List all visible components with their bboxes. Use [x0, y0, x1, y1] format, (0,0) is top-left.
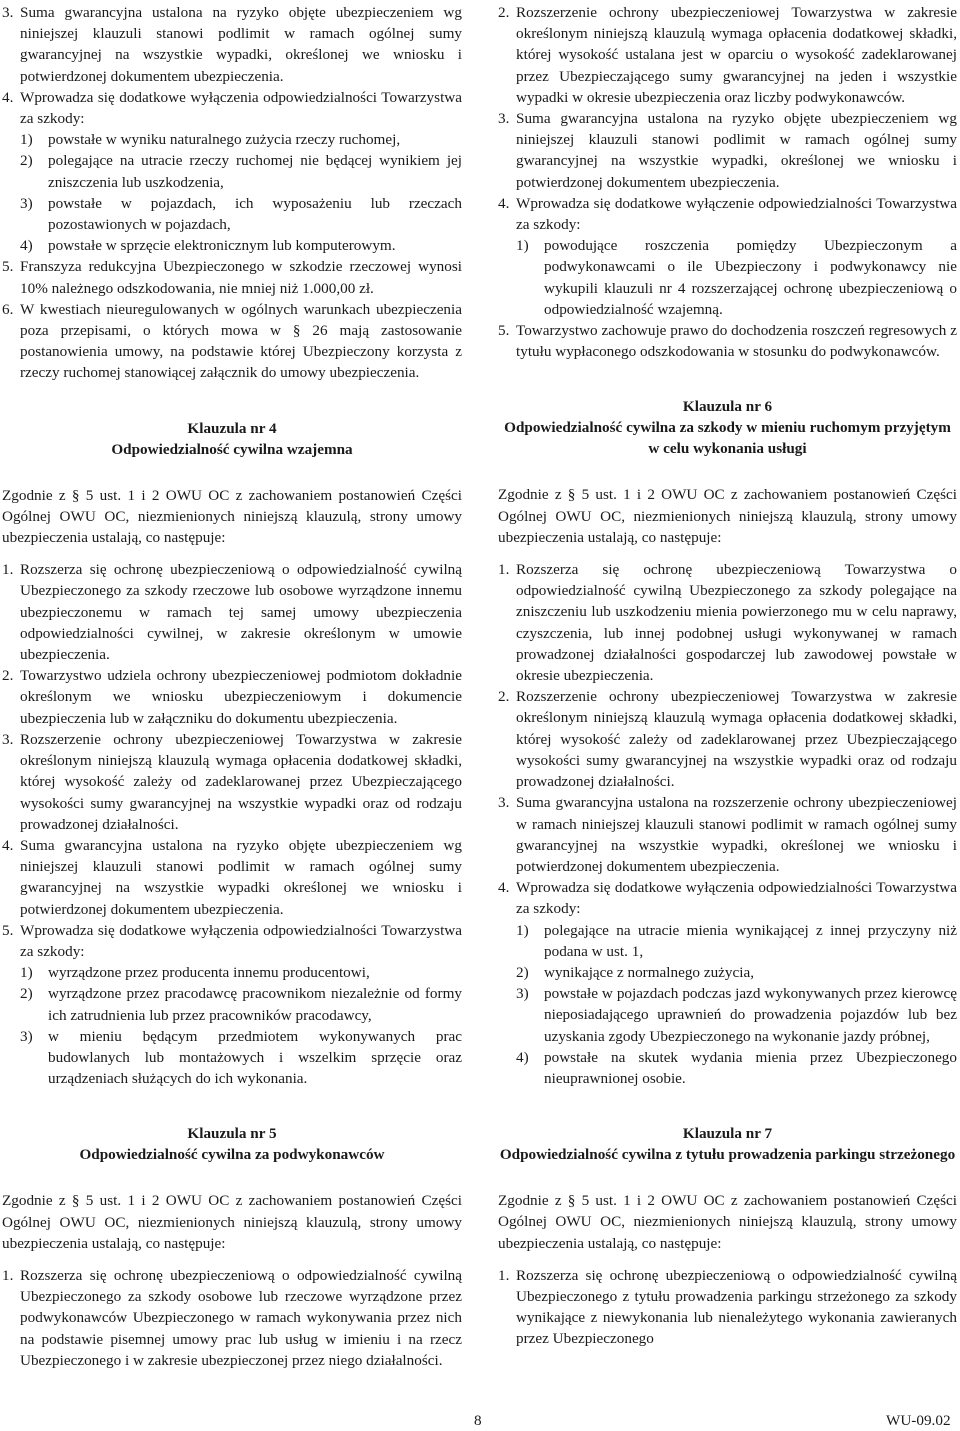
item-number: 5. [2, 921, 14, 939]
clause4-item5-exclusions [2, 962, 462, 1089]
item-number: 1) [516, 921, 529, 939]
list-item [498, 108, 957, 193]
clause4-items [2, 559, 462, 962]
item-number: 3. [2, 4, 14, 21]
clause6-heading [498, 396, 957, 459]
clause4-title: Klauzula nr 4 [187, 419, 277, 437]
clause7-title: Klauzula nr 7 [682, 1125, 773, 1143]
item-text: polegające na utracie rzeczy ruchomej nie będącej wynikiem jej zniszczenia lub uszkodzenia, [48, 152, 462, 191]
item-text: Suma gwarancyjna ustalona na ryzyko objęte ubezpieczeniem wg niniejszej klauzuli stanowi podlimit w ramach ogólnej sumy gwarancyjnej na wszystkie wypadki, określonej we wniosku i potwierdzonej dokumentem ubezpieczenia. [20, 4, 462, 85]
item-number: 1. [2, 1266, 14, 1284]
item-text: Wprowadza się dodatkowe wyłączenia odpowiedzialności Towarzystwa za szkody: [20, 921, 462, 960]
list-item [2, 1265, 462, 1371]
item-number: 1. [498, 1266, 510, 1284]
item-text: Wprowadza się dodatkowe wyłączenie odpowiedzialności Towarzystwa za szkody: [516, 194, 957, 234]
sub-list-item [498, 962, 957, 983]
item-text: Towarzystwo udziela ochrony ubezpieczeniowej podmiotom dokładnie określonym we wniosku ubezpieczeniowym i dokumencie ubezpieczenia lub w załączniku do dokumentu ubezpieczenia. [20, 667, 462, 727]
item-text: Franszyza redukcyjna Ubezpieczonego w szkodzie rzeczowej wynosi 10% należnego odszkodowania, nie mniej niż 1.000,00 zł. [20, 258, 462, 297]
item-text: wynikające z normalnego zużycia, [544, 963, 754, 981]
list-item [498, 559, 957, 686]
item-number: 2) [516, 963, 529, 981]
item-text: wyrządzone przez pracodawcę pracownikom niezależnie od formy ich zatrudnienia lub przez pracowników pracodawcy, [48, 985, 462, 1024]
item-text: Suma gwarancyjna ustalona na ryzyko objęte ubezpieczeniem wg niniejszej klauzuli stanowi podlimit w ramach ogólnej sumy gwarancyjnej na wszystkie wypadki określonej we wniosku i potwierdzonej dokumentem ubezpieczenia. [20, 836, 462, 918]
item-number: 4. [498, 879, 510, 897]
clause5-continuation [498, 2, 957, 235]
clause5-item4-exclusions [498, 235, 957, 320]
clause5-subtitle: Odpowiedzialność cywilna za podwykonawców [79, 1146, 385, 1164]
clause6-item4-exclusions [498, 920, 957, 1090]
item-text: Rozszerza się ochronę ubezpieczeniową o odpowiedzialność cywilną Ubezpieczonego z tytułu prowadzenia parkingu strzeżonego za szkody wynikające z niewykonania lub nienależytego wykonania zawieranych przez Ubezpieczonego [516, 1266, 957, 1348]
clause5-title: Klauzula nr 5 [187, 1125, 277, 1143]
item-text: wyrządzone przez producenta innemu producentowi, [48, 964, 370, 982]
item-text: polegające na utracie mienia wynikającej z innej przyczyny niż podana w ust. 1, [544, 921, 957, 960]
item-number: 4. [498, 194, 510, 212]
clause4-subtitle: Odpowiedzialność cywilna wzajemna [111, 440, 353, 458]
clause5-tail [498, 320, 957, 362]
item-number: 4. [2, 88, 14, 106]
document-code: WU-09.02 [886, 1412, 951, 1429]
item-number: 5. [498, 322, 510, 340]
item-number: 3) [20, 194, 33, 212]
list-item [2, 559, 462, 665]
sub-list-item [2, 150, 462, 192]
clause6-intro: Zgodnie z § 5 ust. 1 i 2 OWU OC z zachowaniem postanowień Części Ogólnej OWU OC, niezmienionych niniejszą klauzulą, strony umowy ubezpieczenia ustalają, co następuje: [498, 486, 957, 546]
item-text: Rozszerza się ochronę ubezpieczeniową o odpowiedzialność cywilną Ubezpieczonego za szkody osobowe lub rzeczowe wyrządzone przez podwykonawców Ubezpieczonego w ramach wykonywania przez nich na podstawie pisemnej umowy prac lub usług w imieniu i na rzecz Ubezpieczonego i w zakresie ubezpieczonej przez niego działalności. [20, 1266, 462, 1369]
list-item [498, 686, 957, 792]
left-column [2, 2, 462, 1371]
item-number: 5. [2, 258, 14, 276]
sub-list-item [2, 983, 462, 1025]
item-text: powstałe w pojazdach podczas jazd wykonywanych przez kierowcę nieposiadającego uprawnień do prowadzenia pojazdów lub bez uzyskania zgody Ubezpieczonego na wykonanie jazdy próbnej, [544, 985, 957, 1045]
item-number: 1) [516, 237, 529, 255]
list-item [2, 2, 462, 87]
list-item [498, 2, 957, 108]
list-item [2, 729, 462, 835]
sub-list-item [498, 920, 957, 962]
item-number: 4) [20, 237, 33, 255]
item-text: powstałe w wyniku naturalnego zużycia rzeczy ruchomej, [48, 131, 401, 149]
list-item [2, 87, 462, 129]
item-number: 4) [516, 1048, 529, 1066]
item-number: 2. [2, 667, 14, 685]
item-text: W kwestiach nieuregulowanych w ogólnych warunkach ubezpieczenia poza przepisami, o których mowa w § 26 mają zastosowanie postanowienia umowy, na podstawie której Ubezpieczony korzysta z rzeczy ruchomej stanowiącej załącznik do umowy ubezpieczenia. [20, 300, 462, 382]
list-item [2, 665, 462, 729]
item-text: powstałe w sprzęcie elektronicznym lub komputerowym. [48, 237, 396, 255]
item-text: powstałe na skutek wydania mienia przez Ubezpieczonego nieuprawnionej osobie. [544, 1048, 957, 1087]
item-text: powodujące roszczenia pomiędzy Ubezpieczonym a podwykonawcami o ile Ubezpieczony i podwykonawcy nie wykupili klauzuli nr 4 rozszerzającej ochronę ubezpieczeniową o odpowiedzialność wzajemną. [544, 237, 957, 318]
item-number: 2) [20, 152, 33, 170]
item-number: 2. [498, 688, 510, 706]
clause7-heading [498, 1123, 957, 1165]
sub-list-item [2, 962, 462, 983]
list-item [2, 299, 462, 384]
item-text: Wprowadza się dodatkowe wyłączenia odpowiedzialności Towarzystwa za szkody: [20, 88, 462, 128]
item-number: 3. [498, 794, 510, 812]
clause5-intro: Zgodnie z § 5 ust. 1 i 2 OWU OC z zachowaniem postanowień Części Ogólnej OWU OC, niezmienionych niniejszą klauzulą, strony umowy ubezpieczenia ustalają, co następuje: [2, 1192, 462, 1252]
item-number: 3. [2, 730, 14, 748]
item-text: w mieniu będącym przedmiotem wykonywanych prac budowlanych lub montażowych i wszelkim sprzęcie oraz urządzeniach służących do ich wykonania. [48, 1027, 462, 1088]
clause7-intro: Zgodnie z § 5 ust. 1 i 2 OWU OC z zachowaniem postanowień Części Ogólnej OWU OC, niezmienionych niniejszą klauzulą, strony umowy ubezpieczenia ustalają, co następuje: [498, 1192, 957, 1252]
clause4-intro: Zgodnie z § 5 ust. 1 i 2 OWU OC z zachowaniem postanowień Części Ogólnej OWU OC, niezmienionych niniejszą klauzulą, strony umowy ubezpieczenia ustalają, co następuje: [2, 486, 462, 547]
item-number: 1) [20, 964, 33, 982]
item-text: Rozszerzenie ochrony ubezpieczeniowej Towarzystwa w zakresie określonym niniejszą klauzulą wymaga opłacenia dodatkowej składki, której wysokość zależy od zadeklarowanej przez Ubezpieczającego wysokości sumy gwarancyjnej na wszystkie wypadki oraz od rodzaju prowadzonej działalności. [516, 688, 957, 791]
item-number: 4. [2, 836, 14, 854]
clause7-items [498, 1265, 957, 1350]
item-number: 2) [20, 985, 33, 1003]
page-number: 8 [474, 1412, 482, 1429]
list-item [498, 877, 957, 919]
item-text: Wprowadza się dodatkowe wyłączenia odpowiedzialności Towarzystwa za szkody: [516, 879, 957, 918]
item-number: 3) [516, 985, 529, 1003]
clause6-items [498, 559, 957, 919]
item-text: Rozszerzenie ochrony ubezpieczeniowej Towarzystwa w zakresie określonym niniejszą klauzulą wymaga opłacenia dodatkowej składki, której wysokość zależy od zadeklarowanej przez Ubezpieczającego wysokości sumy gwarancyjnej na wszystkie wypadki oraz od rodzaju prowadzonej działalności. [20, 730, 462, 833]
item-number: 3) [20, 1027, 33, 1045]
item-number: 1) [20, 131, 33, 149]
list-item [2, 920, 462, 962]
item-number: 2. [498, 4, 510, 21]
item-number: 3. [498, 110, 510, 128]
sub-list-item [2, 129, 462, 150]
clause3-continuation [2, 2, 462, 129]
sub-list-item [498, 235, 957, 320]
item-number: 1. [2, 561, 14, 579]
sub-list-item [498, 1047, 957, 1089]
item-text: Rozszerza się ochronę ubezpieczeniową Towarzystwa o odpowiedzialność cywilną Ubezpieczonego za szkody polegające na zniszczeniu lub uszkodzeniu mienia powierzonego mu w celu naprawy, czyszczenia, lub innej podobnej usługi wykonywanej w ramach prowadzonej działalności gospodarczej lub zawodowej powstałe w okresie ubezpieczenia. [516, 561, 957, 685]
item-text: Suma gwarancyjna ustalona na rozszerzenie ochrony ubezpieczeniowej w ramach niniejszej klauzuli stanowi podlimit w ramach ogólnej sumy gwarancyjnej na wszystkie wypadki, określonej we wniosku i potwierdzonej dokumentem ubezpieczenia. [516, 794, 957, 875]
clause5-heading [2, 1123, 462, 1165]
list-item [2, 256, 462, 298]
item-text: powstałe w pojazdach, ich wyposażeniu lub rzeczach pozostawionych w pojazdach, [48, 194, 462, 234]
clause7-subtitle: Odpowiedzialność cywilna z tytułu prowadzenia parkingu strzeżonego [499, 1146, 956, 1164]
sub-list-item [2, 1026, 462, 1090]
clause4-heading [2, 418, 462, 460]
item-text: Suma gwarancyjna ustalona na ryzyko objęte ubezpieczeniem wg niniejszej klauzuli stanowi podlimit w ramach ogólnej sumy gwarancyjnej na wszystkie wypadki, określonej we wniosku i potwierdzonej dokumentem ubezpieczenia. [516, 110, 957, 191]
right-column [498, 2, 957, 1350]
sub-list-item [2, 193, 462, 235]
list-item [498, 193, 957, 235]
item-text: Rozszerzenie ochrony ubezpieczeniowej Towarzystwa w zakresie określonym niniejszą klauzulą wymaga opłacenia dodatkowej składki, której wysokość ustalana jest w oparciu o wysokość zadeklarowanej przez Ubezpieczającego sumy gwarancyjnej na jeden i wszystkie wypadki w okresie ubezpieczenia oraz liczby podwykonawców. [516, 4, 957, 106]
list-item [498, 1265, 957, 1350]
item-number: 6. [2, 300, 14, 318]
clause3-tail-items [2, 256, 462, 383]
item-text: Rozszerza się ochronę ubezpieczeniową o odpowiedzialność cywilną Ubezpieczonego za szkody rzeczowe lub osobowe wyrządzone innemu ubezpieczonemu w ramach tej samej umowy ubezpieczenia odpowiedzialności cywilnej, w zakresie określonym w umowie ubezpieczenia. [20, 561, 462, 664]
item-text: Towarzystwo zachowuje prawo do dochodzenia roszczeń regresowych z tytułu wypłaconego odszkodowania w stosunku do podwykonawców. [516, 322, 957, 361]
sub-list-item [2, 235, 462, 256]
sub-list-item [498, 983, 957, 1047]
item-number: 1. [498, 561, 510, 579]
clause6-title: Klauzula nr 6 [682, 398, 773, 416]
list-item [2, 835, 462, 920]
list-item [498, 320, 957, 362]
clause5-items [2, 1265, 462, 1371]
clause6-subtitle: Odpowiedzialność cywilna za szkody w mieniu ruchomym przyjętym w celu wykonania usługi [504, 419, 951, 458]
list-item [498, 792, 957, 877]
item4-exclusions-list [2, 129, 462, 256]
